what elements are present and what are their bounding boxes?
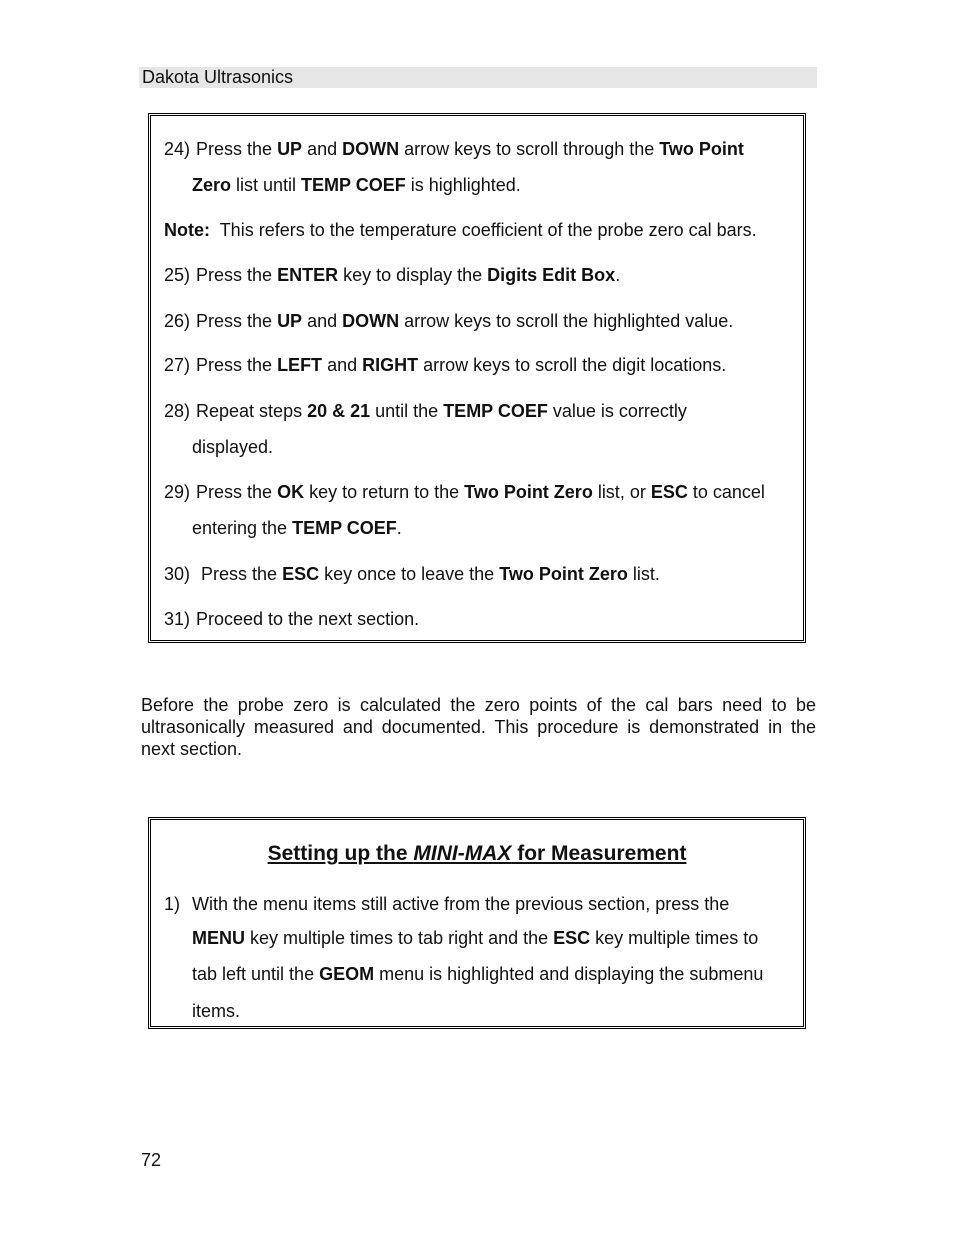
procedure-box-steps bbox=[148, 113, 806, 643]
intro-paragraph: Before the probe zero is calculated the zero points of the cal bars need to be ultrasonically measured and documented. This procedure is demonstrated in the next section. bbox=[141, 695, 816, 759]
header-title: Dakota Ultrasonics bbox=[142, 67, 294, 87]
step-27: 27) Press the LEFT and RIGHT arrow keys to scroll the digit locations. bbox=[164, 355, 727, 375]
step-24: 24) Press the UP and DOWN arrow keys to scroll through the Two Point Zero list until TEMP COEF is highlighted. bbox=[164, 139, 744, 195]
running-header bbox=[139, 67, 817, 88]
setup-box bbox=[148, 817, 806, 1029]
step-29: 29) Press the OK key to return to the Two Point Zero list, or ESC to cancel entering the TEMP COEF. bbox=[164, 482, 765, 538]
step-30: 30) Press the ESC key once to leave the Two Point Zero list. bbox=[164, 564, 660, 584]
step-31: 31) Proceed to the next section. bbox=[164, 609, 420, 629]
step-26: 26) Press the UP and DOWN arrow keys to scroll the highlighted value. bbox=[164, 311, 734, 331]
setup-step-1: 1) With the menu items still active from the previous section, press the MENU key multiple times to tab right and the ESC key multiple times to tab left until the GEOM menu is highlighted and displaying the submenu items. bbox=[164, 894, 764, 1021]
note bbox=[164, 220, 793, 240]
section-title: Setting up the MINI-MAX for Measurement bbox=[267, 842, 687, 865]
page-number: 72 bbox=[141, 1150, 162, 1170]
step-25: 25) Press the ENTER key to display the Digits Edit Box. bbox=[164, 265, 621, 285]
note-text: This refers to the temperature coefficient of the probe zero cal bars. bbox=[219, 220, 757, 240]
step-28: 28) Repeat steps 20 & 21 until the TEMP COEF value is correctly displayed. bbox=[164, 401, 687, 457]
note-label: Note: bbox=[164, 220, 210, 240]
